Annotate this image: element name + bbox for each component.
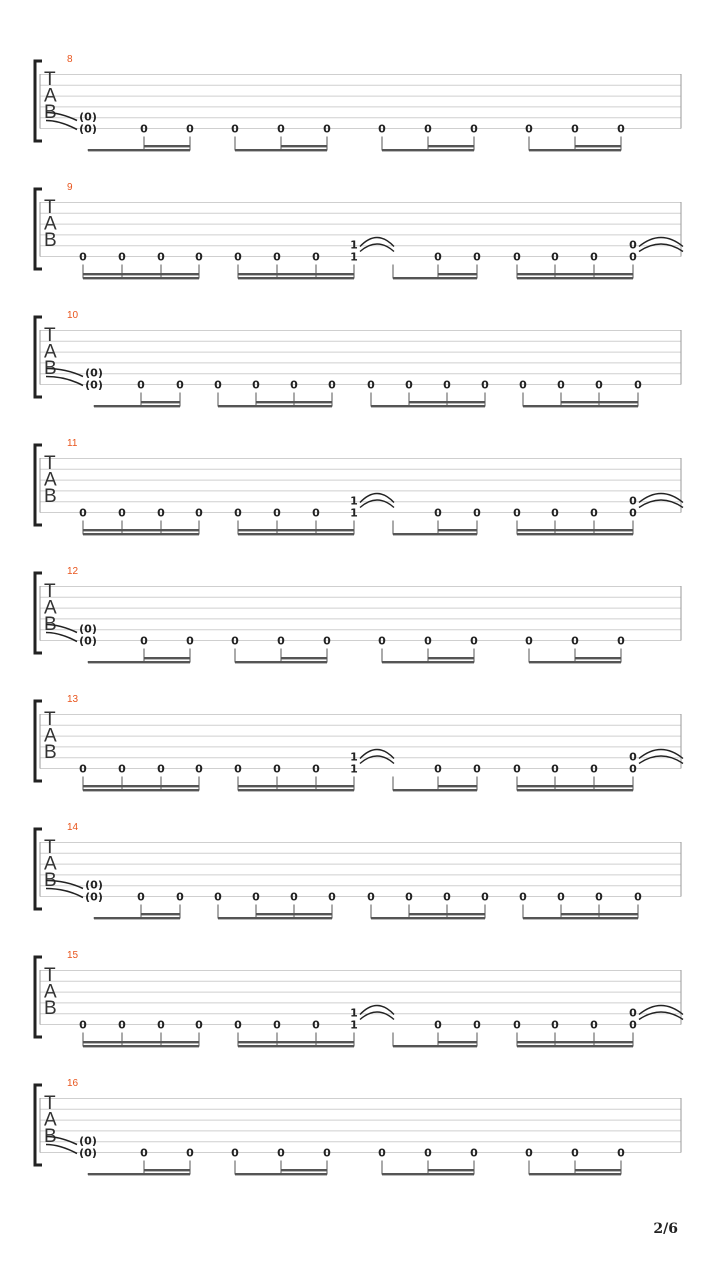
measure-number: 16 — [67, 1078, 79, 1089]
fret-number: 0 — [157, 762, 165, 776]
tab-clef-letter: T — [44, 197, 56, 218]
measure-number: 15 — [67, 950, 79, 961]
beam — [561, 913, 638, 915]
fret-number: (0) — [79, 110, 97, 124]
tab-clef-letter: A — [44, 725, 57, 747]
tab-system — [35, 1078, 681, 1175]
tab-clef-letter: T — [44, 325, 56, 346]
tab-clef-letter: B — [44, 358, 57, 379]
beam — [382, 1173, 474, 1175]
tie-out-arc — [639, 1012, 683, 1020]
beam — [529, 661, 621, 663]
fret-number: (0) — [85, 378, 103, 392]
beam — [218, 917, 332, 919]
fret-number: 0 — [367, 890, 375, 904]
fret-number: 0 — [118, 762, 126, 776]
fret-number: 0 — [252, 378, 260, 392]
beam — [393, 277, 477, 279]
fret-number: 0 — [118, 506, 126, 520]
fret-number: 1 — [350, 1018, 358, 1032]
tab-clef-letter: T — [44, 837, 56, 858]
fret-number: 0 — [434, 762, 442, 776]
fret-number: 0 — [312, 1018, 320, 1032]
beam — [235, 149, 327, 151]
fret-number: 0 — [214, 890, 222, 904]
fret-number: 0 — [137, 378, 145, 392]
fret-number: 0 — [312, 506, 320, 520]
beam — [438, 785, 477, 787]
fret-number: 0 — [595, 890, 603, 904]
fret-number: 0 — [273, 250, 281, 264]
beam — [238, 1045, 354, 1047]
fret-number: 0 — [629, 250, 637, 264]
fret-number: 0 — [629, 1018, 637, 1032]
beam — [83, 785, 199, 787]
fret-number: 0 — [277, 1146, 285, 1160]
beam — [575, 657, 621, 659]
fret-number: 0 — [323, 1146, 331, 1160]
fret-number: 0 — [328, 890, 336, 904]
fret-number: 0 — [290, 378, 298, 392]
fret-number: 0 — [277, 122, 285, 136]
beam — [382, 149, 474, 151]
fret-number: 0 — [323, 122, 331, 136]
beam — [409, 401, 485, 403]
fret-number: 0 — [234, 762, 242, 776]
beam — [438, 1041, 477, 1043]
fret-number: 0 — [443, 890, 451, 904]
beam — [238, 789, 354, 791]
beam — [281, 1169, 327, 1171]
fret-number: 0 — [551, 762, 559, 776]
tie-out-arc — [360, 500, 394, 508]
beam — [428, 145, 474, 147]
fret-number: 0 — [157, 506, 165, 520]
fret-number: 0 — [519, 378, 527, 392]
beam — [83, 789, 199, 791]
tab-clef-letter: A — [44, 1109, 57, 1131]
beam — [371, 405, 485, 407]
fret-number: 0 — [118, 250, 126, 264]
tab-clef-letter: A — [44, 469, 57, 491]
fret-number: 0 — [157, 250, 165, 264]
beam — [281, 657, 327, 659]
fret-number: 0 — [79, 762, 87, 776]
fret-number: 0 — [378, 634, 386, 648]
beam — [238, 785, 354, 787]
fret-number: 0 — [273, 1018, 281, 1032]
beam — [256, 401, 332, 403]
tab-system — [35, 950, 683, 1047]
measure-number: 9 — [67, 182, 73, 193]
tab-clef-letter: B — [44, 742, 57, 763]
fret-number: (0) — [79, 634, 97, 648]
fret-number: 0 — [140, 634, 148, 648]
fret-number: 0 — [513, 1018, 521, 1032]
fret-number: 0 — [290, 890, 298, 904]
tab-system — [35, 566, 681, 663]
tab-clef-letter: A — [44, 341, 57, 363]
beam — [517, 789, 633, 791]
fret-number: 0 — [234, 1018, 242, 1032]
tab-system — [35, 438, 683, 535]
fret-number: 0 — [118, 1018, 126, 1032]
fret-number: 0 — [473, 762, 481, 776]
fret-number: 0 — [79, 1018, 87, 1032]
fret-number: 0 — [470, 122, 478, 136]
fret-number: 0 — [79, 250, 87, 264]
beam — [83, 277, 199, 279]
fret-number: 0 — [590, 506, 598, 520]
fret-number: 0 — [617, 1146, 625, 1160]
fret-number: 0 — [195, 506, 203, 520]
fret-number: 0 — [273, 762, 281, 776]
fret-number: 0 — [481, 378, 489, 392]
fret-number: 1 — [350, 238, 358, 252]
tab-system — [35, 822, 681, 919]
fret-number: 0 — [519, 890, 527, 904]
fret-number: 0 — [481, 890, 489, 904]
tie-out-arc — [360, 244, 394, 252]
tie-out-arc — [639, 238, 683, 247]
fret-number: 0 — [405, 890, 413, 904]
tie-out-arc — [360, 1012, 394, 1020]
beam — [88, 1173, 190, 1175]
beam — [393, 789, 477, 791]
beam — [393, 533, 477, 535]
beam — [256, 913, 332, 915]
fret-number: 0 — [634, 890, 642, 904]
tie-out-arc — [639, 750, 683, 759]
beam — [144, 1169, 190, 1171]
fret-number: 1 — [350, 762, 358, 776]
fret-number: 0 — [434, 1018, 442, 1032]
beam — [517, 273, 633, 275]
beam — [235, 1173, 327, 1175]
fret-number: 0 — [140, 122, 148, 136]
fret-number: 0 — [157, 1018, 165, 1032]
beam — [517, 277, 633, 279]
fret-number: 0 — [231, 122, 239, 136]
beam — [83, 529, 199, 531]
beam — [88, 661, 190, 663]
fret-number: (0) — [85, 366, 103, 380]
beam — [141, 913, 180, 915]
fret-number: 0 — [234, 506, 242, 520]
fret-number: 0 — [470, 1146, 478, 1160]
tab-clef-letter: A — [44, 85, 57, 107]
beam — [218, 405, 332, 407]
tie-out-arc — [360, 1006, 394, 1015]
fret-number: 0 — [617, 634, 625, 648]
fret-number: 1 — [350, 750, 358, 764]
fret-number: 0 — [513, 762, 521, 776]
fret-number: 0 — [571, 122, 579, 136]
fret-number: (0) — [79, 622, 97, 636]
beam — [529, 1173, 621, 1175]
tab-clef-letter: T — [44, 709, 56, 730]
fret-number: 0 — [252, 890, 260, 904]
tab-clef-letter: B — [44, 102, 57, 123]
fret-number: 0 — [473, 506, 481, 520]
fret-number: 1 — [350, 1006, 358, 1020]
measure-number: 8 — [67, 54, 73, 65]
tab-clef-letter: T — [44, 1093, 56, 1114]
fret-number: 0 — [590, 762, 598, 776]
tab-clef-letter: B — [44, 1126, 57, 1147]
fret-number: (0) — [79, 122, 97, 136]
tab-system — [35, 694, 683, 791]
fret-number: 0 — [424, 122, 432, 136]
fret-number: 0 — [473, 1018, 481, 1032]
beam — [235, 661, 327, 663]
beam — [529, 149, 621, 151]
fret-number: 0 — [424, 1146, 432, 1160]
fret-number: 0 — [473, 250, 481, 264]
beam — [517, 533, 633, 535]
tie-out-arc — [639, 1006, 683, 1015]
fret-number: 0 — [590, 250, 598, 264]
tie-out-arc — [360, 756, 394, 764]
beam — [428, 1169, 474, 1171]
fret-number: 0 — [617, 122, 625, 136]
fret-number: 0 — [470, 634, 478, 648]
fret-number: 0 — [557, 378, 565, 392]
tie-out-arc — [639, 756, 683, 764]
fret-number: (0) — [85, 878, 103, 892]
tab-clef-letter: B — [44, 486, 57, 507]
fret-number: 0 — [378, 122, 386, 136]
fret-number: 0 — [328, 378, 336, 392]
beam — [83, 1041, 199, 1043]
beam — [141, 401, 180, 403]
tab-clef-letter: T — [44, 965, 56, 986]
measure-number: 13 — [67, 694, 79, 705]
beam — [238, 529, 354, 531]
fret-number: 0 — [629, 506, 637, 520]
tab-clef-letter: A — [44, 853, 57, 875]
beam — [238, 533, 354, 535]
fret-number: 0 — [137, 890, 145, 904]
beam — [523, 917, 638, 919]
beam — [517, 1041, 633, 1043]
beam — [94, 405, 180, 407]
tie-out-arc — [360, 238, 394, 247]
fret-number: 0 — [513, 250, 521, 264]
fret-number: 0 — [231, 634, 239, 648]
beam — [517, 529, 633, 531]
fret-number: 0 — [629, 494, 637, 508]
fret-number: 0 — [176, 378, 184, 392]
beam — [83, 273, 199, 275]
beam — [575, 1169, 621, 1171]
fret-number: 0 — [367, 378, 375, 392]
tab-system — [35, 310, 681, 407]
fret-number: 0 — [634, 378, 642, 392]
fret-number: 0 — [551, 506, 559, 520]
fret-number: 0 — [405, 378, 413, 392]
fret-number: 0 — [629, 762, 637, 776]
tie-out-arc — [639, 244, 683, 252]
fret-number: 0 — [79, 506, 87, 520]
beam — [382, 661, 474, 663]
fret-number: 0 — [214, 378, 222, 392]
measure-number: 10 — [67, 310, 79, 321]
beam — [575, 145, 621, 147]
fret-number: 0 — [525, 122, 533, 136]
fret-number: 0 — [424, 634, 432, 648]
beam — [393, 1045, 477, 1047]
tie-out-arc — [360, 750, 394, 759]
tab-clef-letter: B — [44, 230, 57, 251]
fret-number: 0 — [571, 634, 579, 648]
beam — [561, 401, 638, 403]
fret-number: 0 — [629, 238, 637, 252]
beam — [83, 533, 199, 535]
fret-number: (0) — [79, 1146, 97, 1160]
beam — [438, 529, 477, 531]
beam — [238, 277, 354, 279]
fret-number: (0) — [85, 890, 103, 904]
fret-number: 0 — [629, 1006, 637, 1020]
beam — [238, 1041, 354, 1043]
beam — [281, 145, 327, 147]
fret-number: 0 — [525, 634, 533, 648]
tie-out-arc — [639, 500, 683, 508]
fret-number: 0 — [312, 250, 320, 264]
fret-number: 0 — [195, 250, 203, 264]
fret-number: 0 — [273, 506, 281, 520]
measure-number: 11 — [67, 438, 78, 449]
tab-system — [35, 54, 681, 151]
fret-number: 0 — [186, 634, 194, 648]
page-number: 2/6 — [653, 1221, 678, 1237]
fret-number: 0 — [595, 378, 603, 392]
tab-clef-letter: A — [44, 597, 57, 619]
fret-number: 0 — [525, 1146, 533, 1160]
fret-number: 0 — [513, 506, 521, 520]
fret-number: 0 — [551, 250, 559, 264]
fret-number: 0 — [323, 634, 331, 648]
beam — [83, 1045, 199, 1047]
tab-clef-letter: B — [44, 998, 57, 1019]
beam — [517, 1045, 633, 1047]
beam — [144, 657, 190, 659]
beam — [409, 913, 485, 915]
tie-out-arc — [639, 494, 683, 503]
fret-number: (0) — [79, 1134, 97, 1148]
fret-number: 0 — [234, 250, 242, 264]
fret-number: 0 — [443, 378, 451, 392]
fret-number: 0 — [195, 762, 203, 776]
fret-number: 0 — [557, 890, 565, 904]
fret-number: 0 — [434, 250, 442, 264]
fret-number: 0 — [186, 1146, 194, 1160]
fret-number: 0 — [571, 1146, 579, 1160]
fret-number: 0 — [195, 1018, 203, 1032]
beam — [438, 273, 477, 275]
fret-number: 0 — [590, 1018, 598, 1032]
fret-number: 0 — [551, 1018, 559, 1032]
tab-clef-letter: B — [44, 614, 57, 635]
tab-clef-letter: T — [44, 581, 56, 602]
fret-number: 0 — [186, 122, 194, 136]
tab-system — [35, 182, 683, 279]
tab-clef-letter: A — [44, 981, 57, 1003]
fret-number: 0 — [629, 750, 637, 764]
tie-out-arc — [360, 494, 394, 503]
fret-number: 0 — [434, 506, 442, 520]
tab-clef-letter: B — [44, 870, 57, 891]
fret-number: 0 — [231, 1146, 239, 1160]
measure-number: 12 — [67, 566, 79, 577]
beam — [238, 273, 354, 275]
fret-number: 1 — [350, 494, 358, 508]
fret-number: 1 — [350, 506, 358, 520]
tab-clef-letter: T — [44, 453, 56, 474]
tab-clef-letter: A — [44, 213, 57, 235]
fret-number: 0 — [140, 1146, 148, 1160]
fret-number: 0 — [277, 634, 285, 648]
beam — [88, 149, 190, 151]
beam — [523, 405, 638, 407]
beam — [517, 785, 633, 787]
beam — [144, 145, 190, 147]
fret-number: 0 — [312, 762, 320, 776]
tab-clef-letter: T — [44, 69, 56, 90]
beam — [371, 917, 485, 919]
fret-number: 0 — [176, 890, 184, 904]
measure-number: 14 — [67, 822, 79, 833]
beam — [94, 917, 180, 919]
fret-number: 0 — [378, 1146, 386, 1160]
beam — [428, 657, 474, 659]
fret-number: 1 — [350, 250, 358, 264]
